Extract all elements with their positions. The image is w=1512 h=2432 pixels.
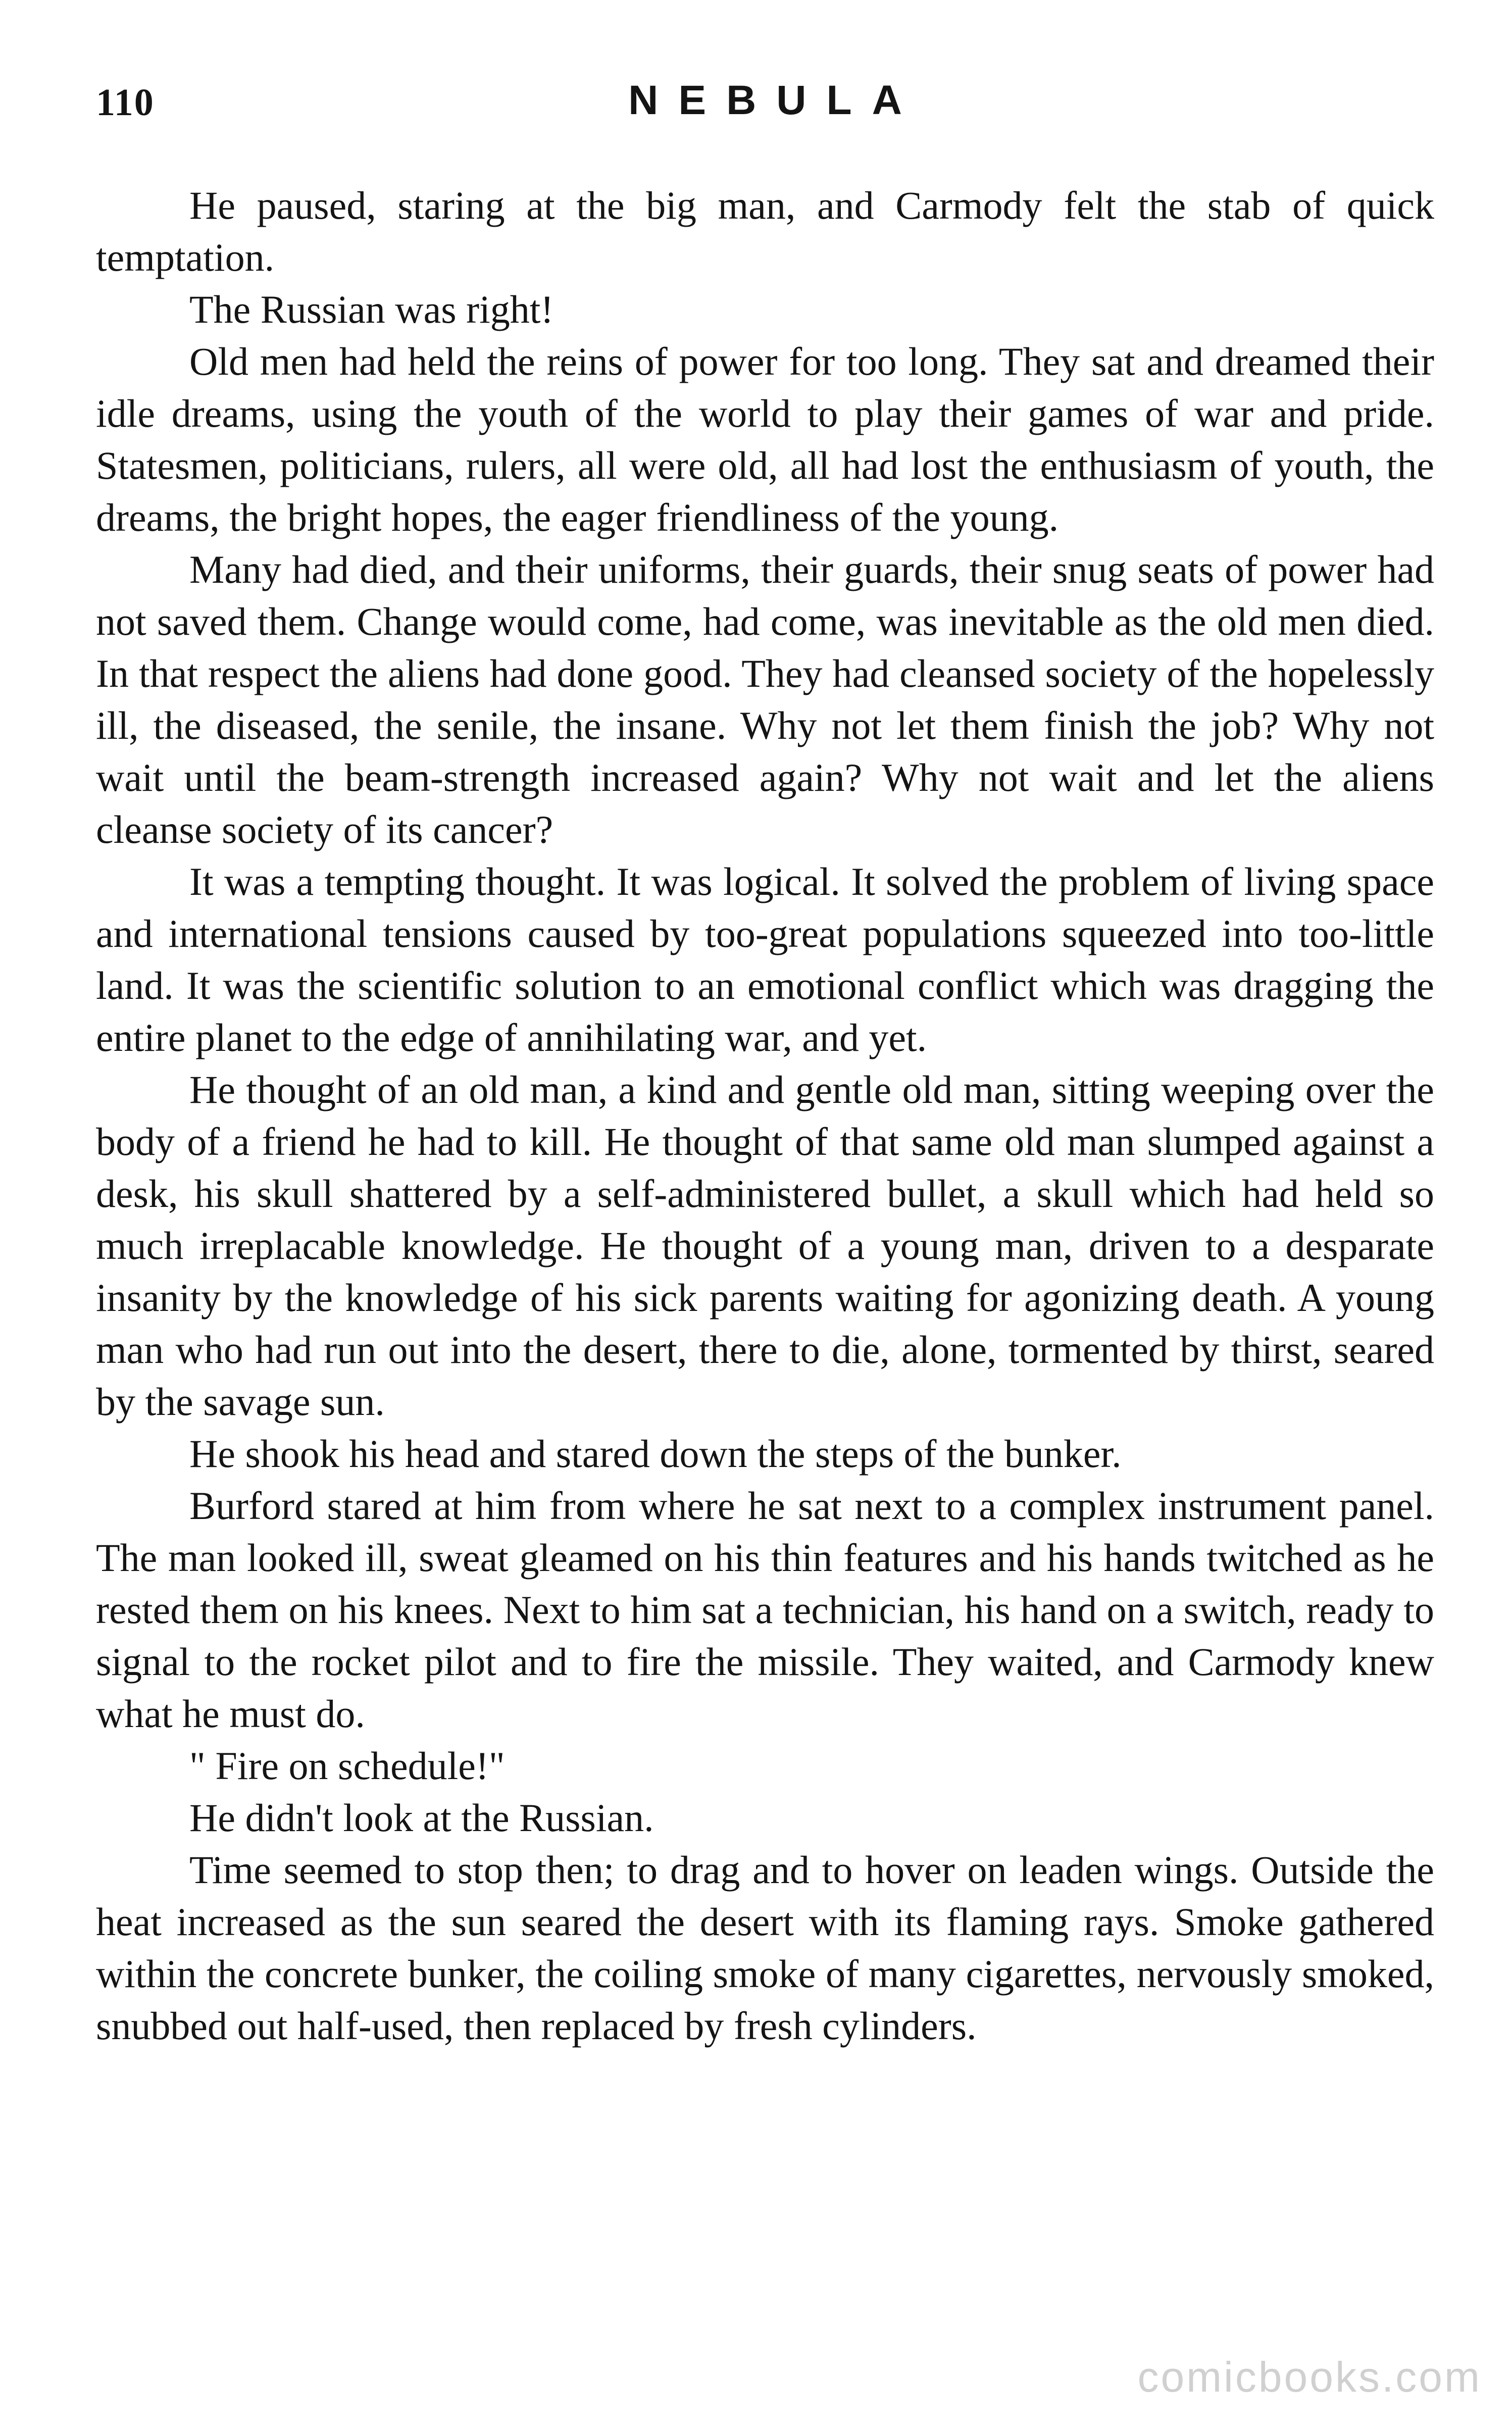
paragraph: " Fire on schedule!" (189, 1744, 505, 1788)
paragraph: Old men had held the reins of power for too long. They sat and dreamed their idle dreams, using the youth of the world to play their games of war and pride. Statesmen, politicians, rulers, all were old, all had lost the enthusiasm of youth, the dreams, the bright hopes, the eager friendliness of the young. (96, 339, 1434, 539)
paragraph: He paused, staring at the big man, and Carmody felt the stab of quick temptation. (96, 183, 1434, 279)
paragraph: Time seemed to stop then; to drag and to hover on leaden wings. Outside the heat increased as the sun seared the desert with its flaming rays. Smoke gathered within the concrete bunker, the coiling smoke of many cigarettes, nervously smoked, snubbed out half-used, then replaced by fresh cylinders. (96, 1848, 1434, 2048)
paragraph: Many had died, and their uniforms, their guards, their snug seats of power had not saved them. Change would come, had come, was inevitable as the old men died. In that respect the aliens had done good. They had cleansed society of the hopelessly ill, the diseased, the senile, the insane. Why not let them finish the job? Why not wait until the beam-strength increased again? Why not wait and let the aliens cleanse society of its cancer? (96, 547, 1434, 851)
running-title: NEBULA (628, 77, 922, 123)
paragraph: He thought of an old man, a kind and gentle old man, sitting weeping over the body of a friend he had to kill. He thought of that same old man slumped against a desk, his skull shattered by a self-administered bullet, a skull which had held so much irreplacable knowledge. He thought of a young man, driven to a desparate insanity by the knowledge of his sick parents waiting for agonizing death. A young man who had run out into the desert, there to die, alone, tormented by thirst, seared by the savage sun. (96, 1068, 1434, 1424)
watermark: comicbooks.com (1137, 2353, 1482, 2401)
paragraph: The Russian was right! (189, 287, 554, 331)
page-number: 110 (96, 81, 155, 124)
paragraph: He didn't look at the Russian. (189, 1796, 654, 1840)
paragraph: It was a tempting thought. It was logical. It solved the problem of living space and international tensions caused by too-great populations squeezed into too-little land. It was the scientific solution to an emotional conflict which was dragging the entire planet to the edge of annihilating war, and yet. (96, 859, 1434, 1059)
paragraph: Burford stared at him from where he sat next to a complex instrument panel. The man looked ill, sweat gleamed on his thin features and his hands twitched as he rested them on his knees. Next to him sat a technician, his hand on a switch, ready to signal to the rocket pilot and to fire the missile. They waited, and Carmody knew what he must do. (96, 1484, 1434, 1736)
body-text (96, 179, 1434, 2052)
paragraph: He shook his head and stared down the steps of the bunker. (189, 1432, 1122, 1476)
running-head (96, 71, 1434, 136)
